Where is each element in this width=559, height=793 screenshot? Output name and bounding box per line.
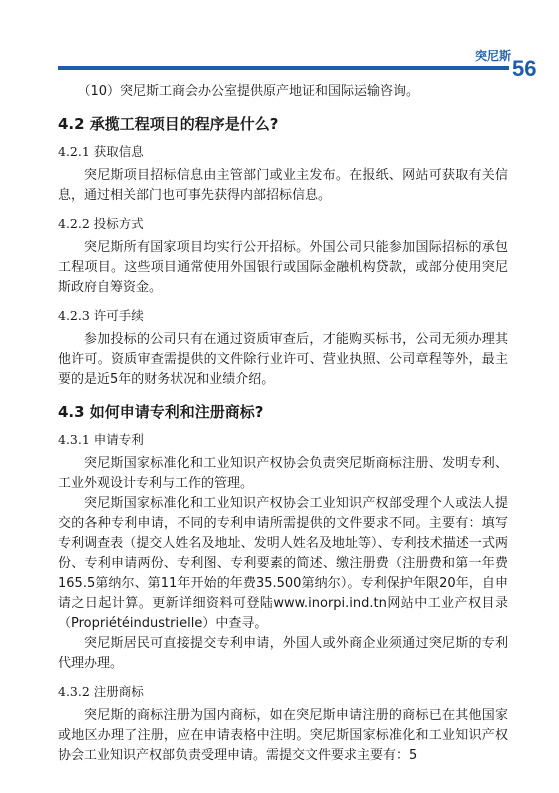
page-body [58, 82, 508, 766]
subsection-4-3-2-heading: 4.3.2 注册商标 [58, 684, 144, 699]
paragraph: 参加投标的公司只有在通过资质审查后，才能购买标书，公司无须办理其他许可。资质审查需提供的文件除行业许可、营业执照、公司章程等外，最主要的是近5年的财务状况和业绩介绍。 [58, 332, 508, 387]
section-4-3-heading: 4.3 如何申请专利和注册商标? [58, 403, 264, 421]
paragraph: 突尼斯国家标准化和工业知识产权协会工业知识产权部受理个人或法人提交的各种专利申请，不同的专利申请所需提供的文件要求不同。主要有：填写专利调查表（提交人姓名及地址、发明人姓名及地址等）、专利技术描述一式两份、专利申请两份、专利图、专利要素的简述、缴注册费（注册费和第一年费165.5第纳尔、第11年开始的年费35.500第纳尔）。专利保护年限20年，自申请之日起计算。更新详细资料可登陆www.inorpi.ind.tn网站中工业产权目录（Propriétéindustrielle）中查寻。 [58, 496, 508, 631]
section-4-2-heading: 4.2 承揽工程项目的程序是什么? [58, 115, 279, 133]
subsection-4-2-1-heading: 4.2.1 获取信息 [58, 144, 144, 159]
paragraph: 突尼斯居民可直接提交专利申请，外国人或外商企业须通过突尼斯的专利代理办理。 [58, 636, 508, 671]
paragraph: 突尼斯项目招标信息由主管部门或业主发布。在报纸、网站可获取有关信息，通过相关部门也可事先获得内部招标信息。 [58, 168, 508, 203]
paragraph: 突尼斯所有国家项目均实行公开招标。外国公司只能参加国际招标的承包工程项目。这些项目通常使用外国银行或国际金融机构贷款，或部分使用突尼斯政府自筹资金。 [58, 240, 508, 295]
page-number: 56 [512, 56, 537, 81]
header-rule [58, 66, 509, 70]
subsection-4-2-3-heading: 4.2.3 许可手续 [58, 308, 144, 323]
intro-paragraph: （10）突尼斯工商会办公室提供原产地证和国际运输咨询。 [77, 84, 420, 99]
paragraph: 突尼斯国家标准化和工业知识产权协会负责突尼斯商标注册、发明专利、工业外观设计专利与工作的管理。 [58, 456, 508, 491]
paragraph: 突尼斯的商标注册为国内商标，如在突尼斯申请注册的商标已在其他国家或地区办理了注册，应在申请表格中注明。突尼斯国家标准化和工业知识产权协会工业知识产权部负责受理申请。需提交文件要求主要有：5 [58, 708, 508, 763]
subsection-4-2-2-heading: 4.2.2 投标方式 [58, 216, 144, 231]
subsection-4-3-1-heading: 4.3.1 申请专利 [58, 432, 144, 447]
running-header: 突尼斯 [474, 49, 511, 63]
